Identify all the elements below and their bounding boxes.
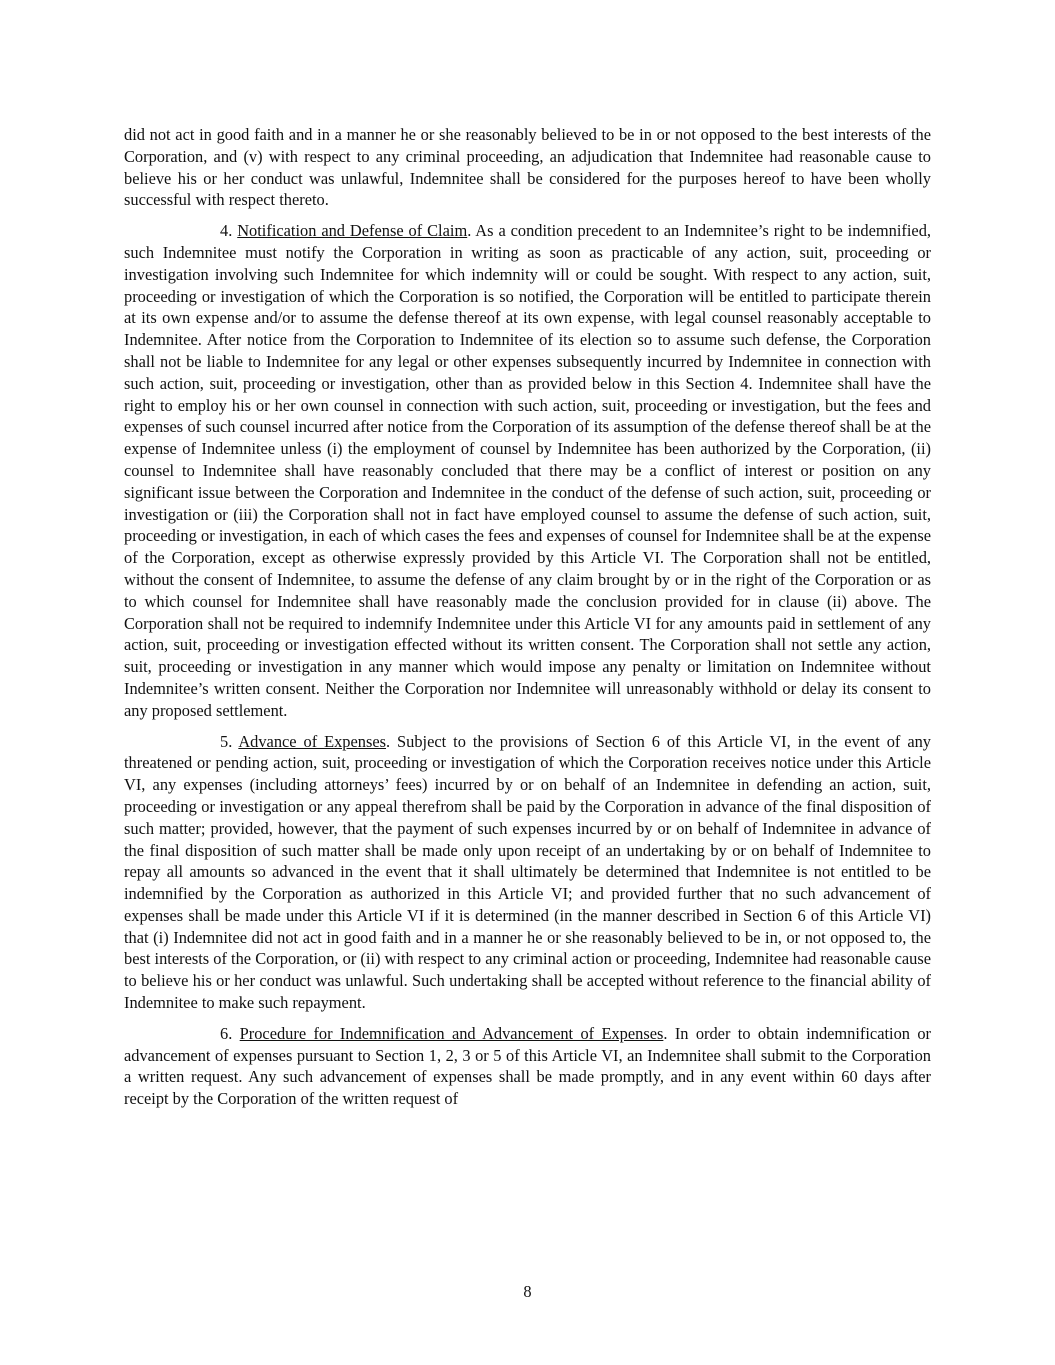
page-number: 8 [523, 1282, 532, 1301]
paragraph-section-6 [124, 1023, 931, 1110]
section-heading: Notification and Defense of Claim [237, 221, 468, 241]
section-heading: Procedure for Indemnification and Advancement of Expenses [239, 1023, 664, 1043]
paragraph-text: did not act in good faith and in a manner he or she reasonably believed to be in or not opposed to the best interests of the Corporation, and (v) with respect to any criminal proceeding, an adjudication that Indemnitee had reasonable cause to believe his or her conduct was unlawful, Indemnitee shall be considered for the purposes hereof to have been wholly successful with respect thereto. [124, 125, 931, 210]
paragraph-section-5 [124, 731, 931, 1014]
paragraph-continuation [124, 124, 931, 211]
document-body [124, 124, 931, 1119]
section-number: 6. [220, 1023, 240, 1043]
paragraph-text: . Subject to the provisions of Section 6 of this Article VI, in the event of any threatened or pending action, suit, proceeding or investigation of which the Corporation receives notice under this Article VI, any expenses (including attorneys’ fees) incurred by or on behalf of an Indemnitee in defending an action, suit, proceeding or investigation or any appeal therefrom shall be paid by the Corporation in advance of the final disposition of such matter; provided, however, that the payment of such expenses incurred by or on behalf of Indemnitee in advance of the final disposition of such matter shall be made only upon receipt of an undertaking by or on behalf of Indemnitee to repay all amounts so advanced in the event that it shall ultimately be determined that Indemnitee is not entitled to be indemnified by the Corporation as authorized in this Article VI; and provided further that no such advancement of expenses shall be made under this Article VI if it is determined (in the manner described in Section 6 of this Article VI) that (i) Indemnitee did not act in good faith and in a manner he or she reasonably believed to be in, or not opposed to, the best interests of the Corporation, or (ii) with respect to any criminal action or proceeding, Indemnitee had reasonable cause to believe his or her conduct was unlawful. Such undertaking shall be accepted without reference to the financial ability of Indemnitee to make such repayment. [124, 731, 931, 1013]
section-heading: Advance of Expenses [238, 731, 387, 751]
section-number: 4. [220, 221, 238, 241]
paragraph-section-4 [124, 220, 931, 721]
paragraph-text: . In order to obtain indemnification or advancement of expenses pursuant to Section 1, 2, 3 or 5 of this Article VI, an Indemnitee shall submit to the Corporation a written request. Any such advancement of expenses shall be made promptly, and in any event within 60 days after receipt by the Corporation of the written request of [124, 1023, 931, 1109]
section-number: 5. [220, 731, 239, 751]
paragraph-text: . As a condition precedent to an Indemnitee’s right to be indemnified, such Indemnitee must notify the Corporation in writing as soon as practicable of any action, suit, proceeding or investigation involving such Indemnitee for which indemnity will or could be sought. With respect to any action, suit, proceeding or investigation of which the Corporation is so notified, the Corporation will be entitled to participate therein at its own expense and/or to assume the defense thereof at its own expense, with legal counsel reasonably acceptable to Indemnitee. After notice from the Corporation to Indemnitee of its election so to assume such defense, the Corporation shall not be liable to Indemnitee for any legal or other expenses subsequently incurred by Indemnitee in connection with such action, suit, proceeding or investigation, other than as provided below in this Section 4. Indemnitee shall have the right to employ his or her own counsel in connection with such action, suit, proceeding or investigation, but the fees and expenses of such counsel incurred after notice from the Corporation of its assumption of the defense thereof shall be at the expense of Indemnitee unless (i) the employment of counsel by Indemnitee has been authorized by the Corporation, (ii) counsel to Indemnitee shall have reasonably concluded that there may be a conflict of interest or position on any significant issue between the Corporation and Indemnitee in the conduct of the defense of such action, suit, proceeding or investigation or (iii) the Corporation shall not in fact have employed counsel to assume the defense of such action, suit, proceeding or investigation, in each of which cases the fees and expenses of counsel for Indemnitee shall be at the expense of the Corporation, except as otherwise expressly provided by this Article VI. The Corporation shall not be entitled, without the consent of Indemnitee, to assume the defense of any claim brought by or in the right of the Corporation or as to which counsel for Indemnitee shall have reasonably made the conclusion provided for in clause (ii) above. The Corporation shall not be required to indemnify Indemnitee under this Article VI for any amounts paid in settlement of any action, suit, proceeding or investigation effected without its written consent. The Corporation shall not settle any action, suit, proceeding or investigation in any manner which would impose any penalty or limitation on Indemnitee without Indemnitee’s written consent. Neither the Corporation nor Indemnitee will unreasonably withhold or delay its consent to any proposed settlement. [124, 221, 931, 720]
